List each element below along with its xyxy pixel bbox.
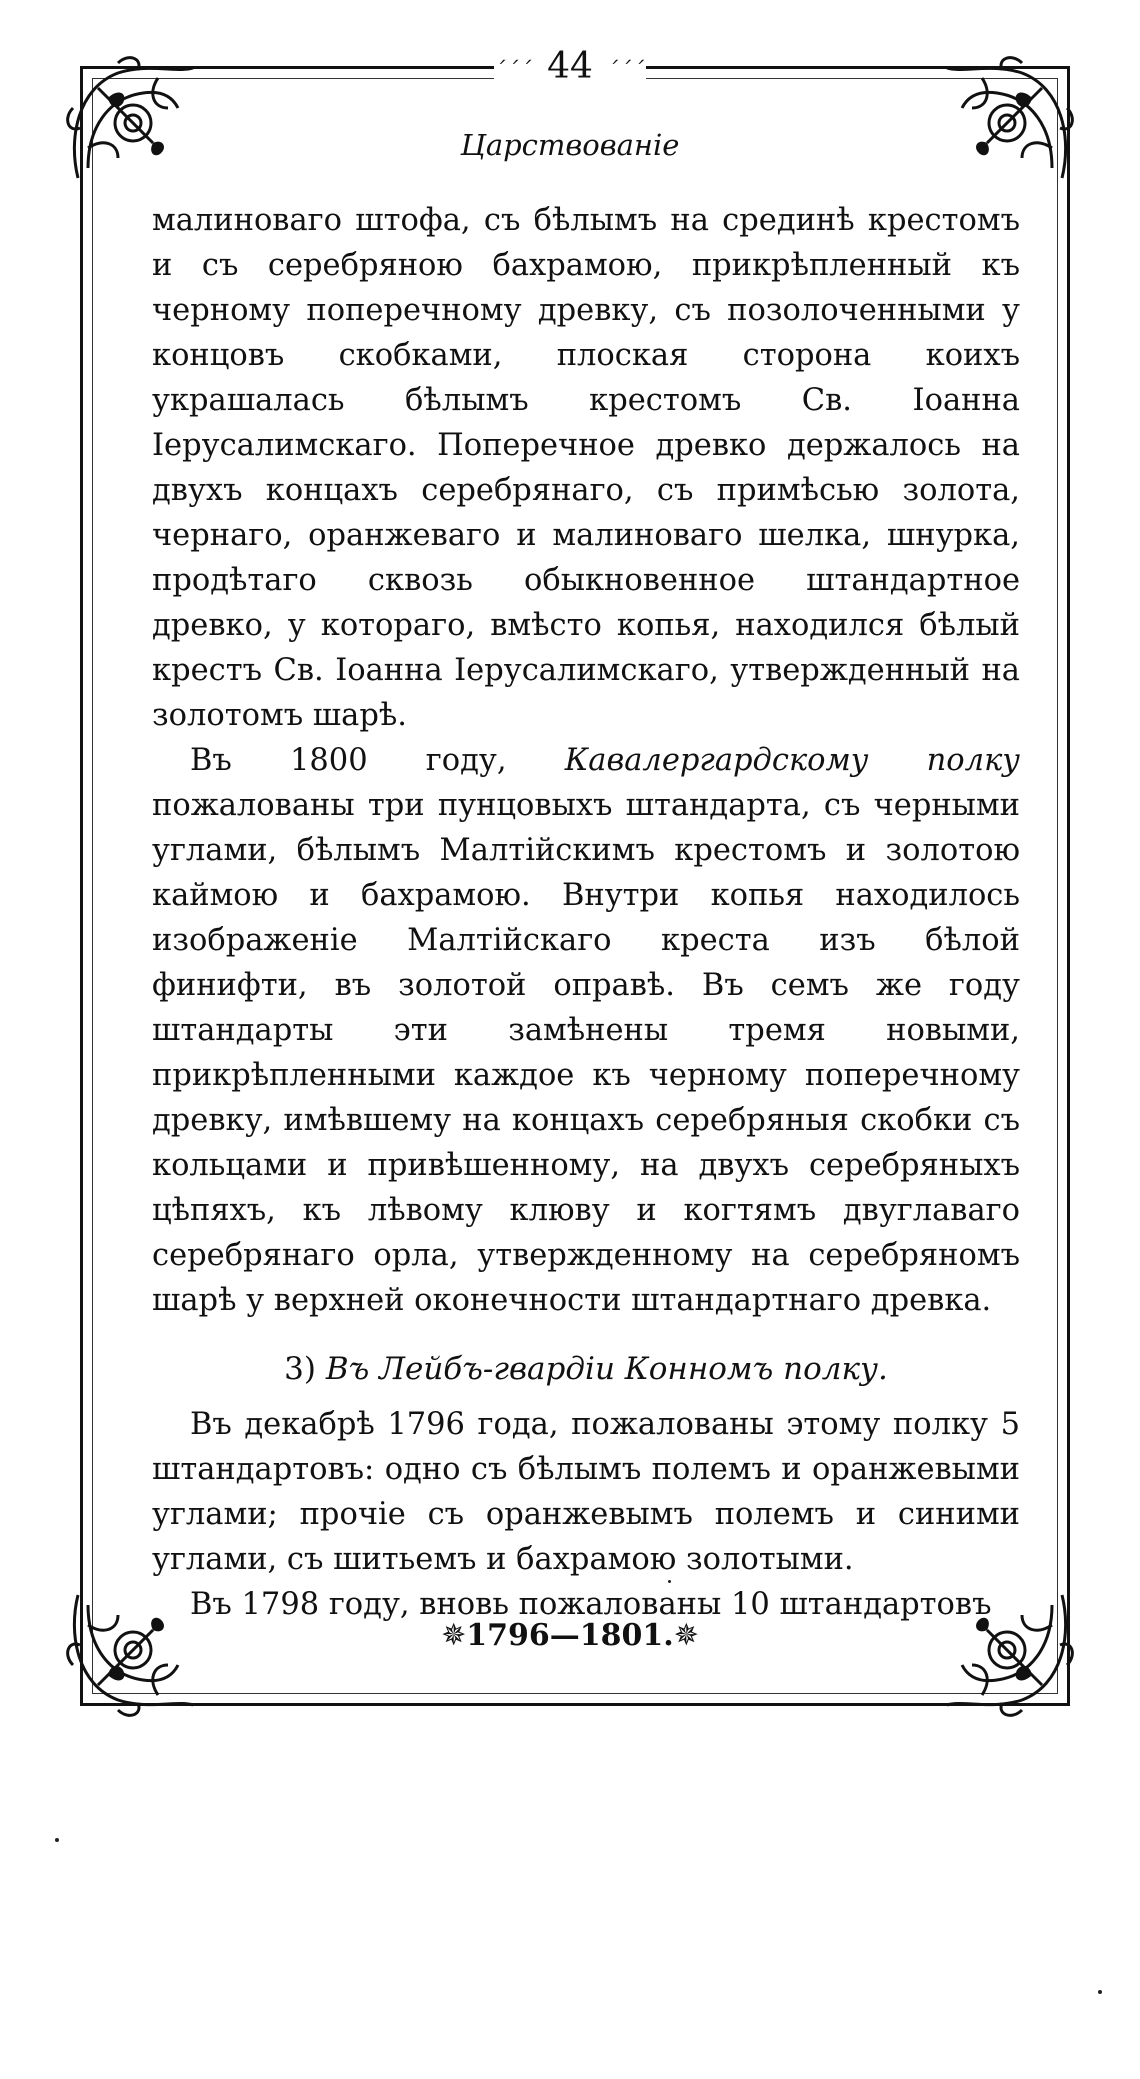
section-number: 3) [284,1351,326,1387]
paragraph-3: Въ декабрѣ 1796 года, пожалованы этому полку 5 штандартовъ: одно съ бѣлымъ полемъ и оранжевыми углами; прочіе съ оранжевымъ полемъ и синими углами, съ шитьемъ и бахрамою золотыми. [152,1407,1020,1577]
paragraph-4: Въ 1798 году, вновь пожалованы 10 штандартовъ [190,1587,992,1622]
paragraph-2 [152,738,1020,1323]
page-number [0,46,1140,87]
footer-years-text: 1796—1801. [466,1618,674,1653]
print-speck [55,1838,59,1842]
paragraph-2-rest: пожалованы три пунцовыхъ штандарта, съ черными углами, бѣлымъ Малтійскимъ крестомъ и золотою каймою и бахрамою. Внутри копья находилось изображеніе Малтійскаго креста изъ бѣлой финифти, въ золотой оправѣ. Въ семъ же году штандарты эти замѣнены тремя новыми, прикрѣпленными каждое къ черному поперечному древку, имѣвшему на концахъ серебряныя скобки съ кольцами и привѣшенному, на двухъ серебряныхъ цѣпяхъ, къ лѣвому клюву и когтямъ двуглаваго серебрянаго орла, утвержденному на серебряномъ шарѣ у верхней оконечности штандартнаго древка. [152,788,1020,1318]
page-number-value: 44 [533,46,607,87]
body-text [152,198,1020,1627]
star-ornament-icon: ✵ [441,1618,467,1653]
paragraph-1: малиноваго штофа, съ бѣлымъ на срединѣ крестомъ и съ серебряною бахрамою, прикрѣпленный къ черному поперечному древку, съ позолоченными у концовъ скобками, плоская сторона коихъ украшалась бѣлымъ крестомъ Св. Іоанна Іерусалимскаго. Поперечное древко держалось на двухъ концахъ серебрянаго, съ примѣсью золота, чернаго, оранжеваго и малиноваго шелка, шнурка, продѣтаго сквозь обыкновенное штандартное древко, у котораго, вмѣсто копья, находился бѣлый крестъ Св. Іоанна Іерусалимскаго, утвержденный на золотомъ шарѣ. [152,203,1020,733]
running-head: Царствованіе [460,128,680,162]
section-heading [152,1347,1020,1392]
page-number-dash-left: ´´´ [494,59,534,84]
page-number-dash-right: ´´´ [606,59,646,84]
print-speck [1098,1990,1102,1994]
section-title: Въ Лейбъ-гвардіи Конномъ полку. [325,1351,888,1387]
footer-years [0,1618,1140,1653]
paragraph-2-lead: Въ 1800 году, [190,743,565,778]
paragraph-2-italic: Кавалергардскому полку [564,743,1020,778]
star-ornament-icon: ✵ [673,1618,699,1653]
print-speck [668,1580,671,1583]
